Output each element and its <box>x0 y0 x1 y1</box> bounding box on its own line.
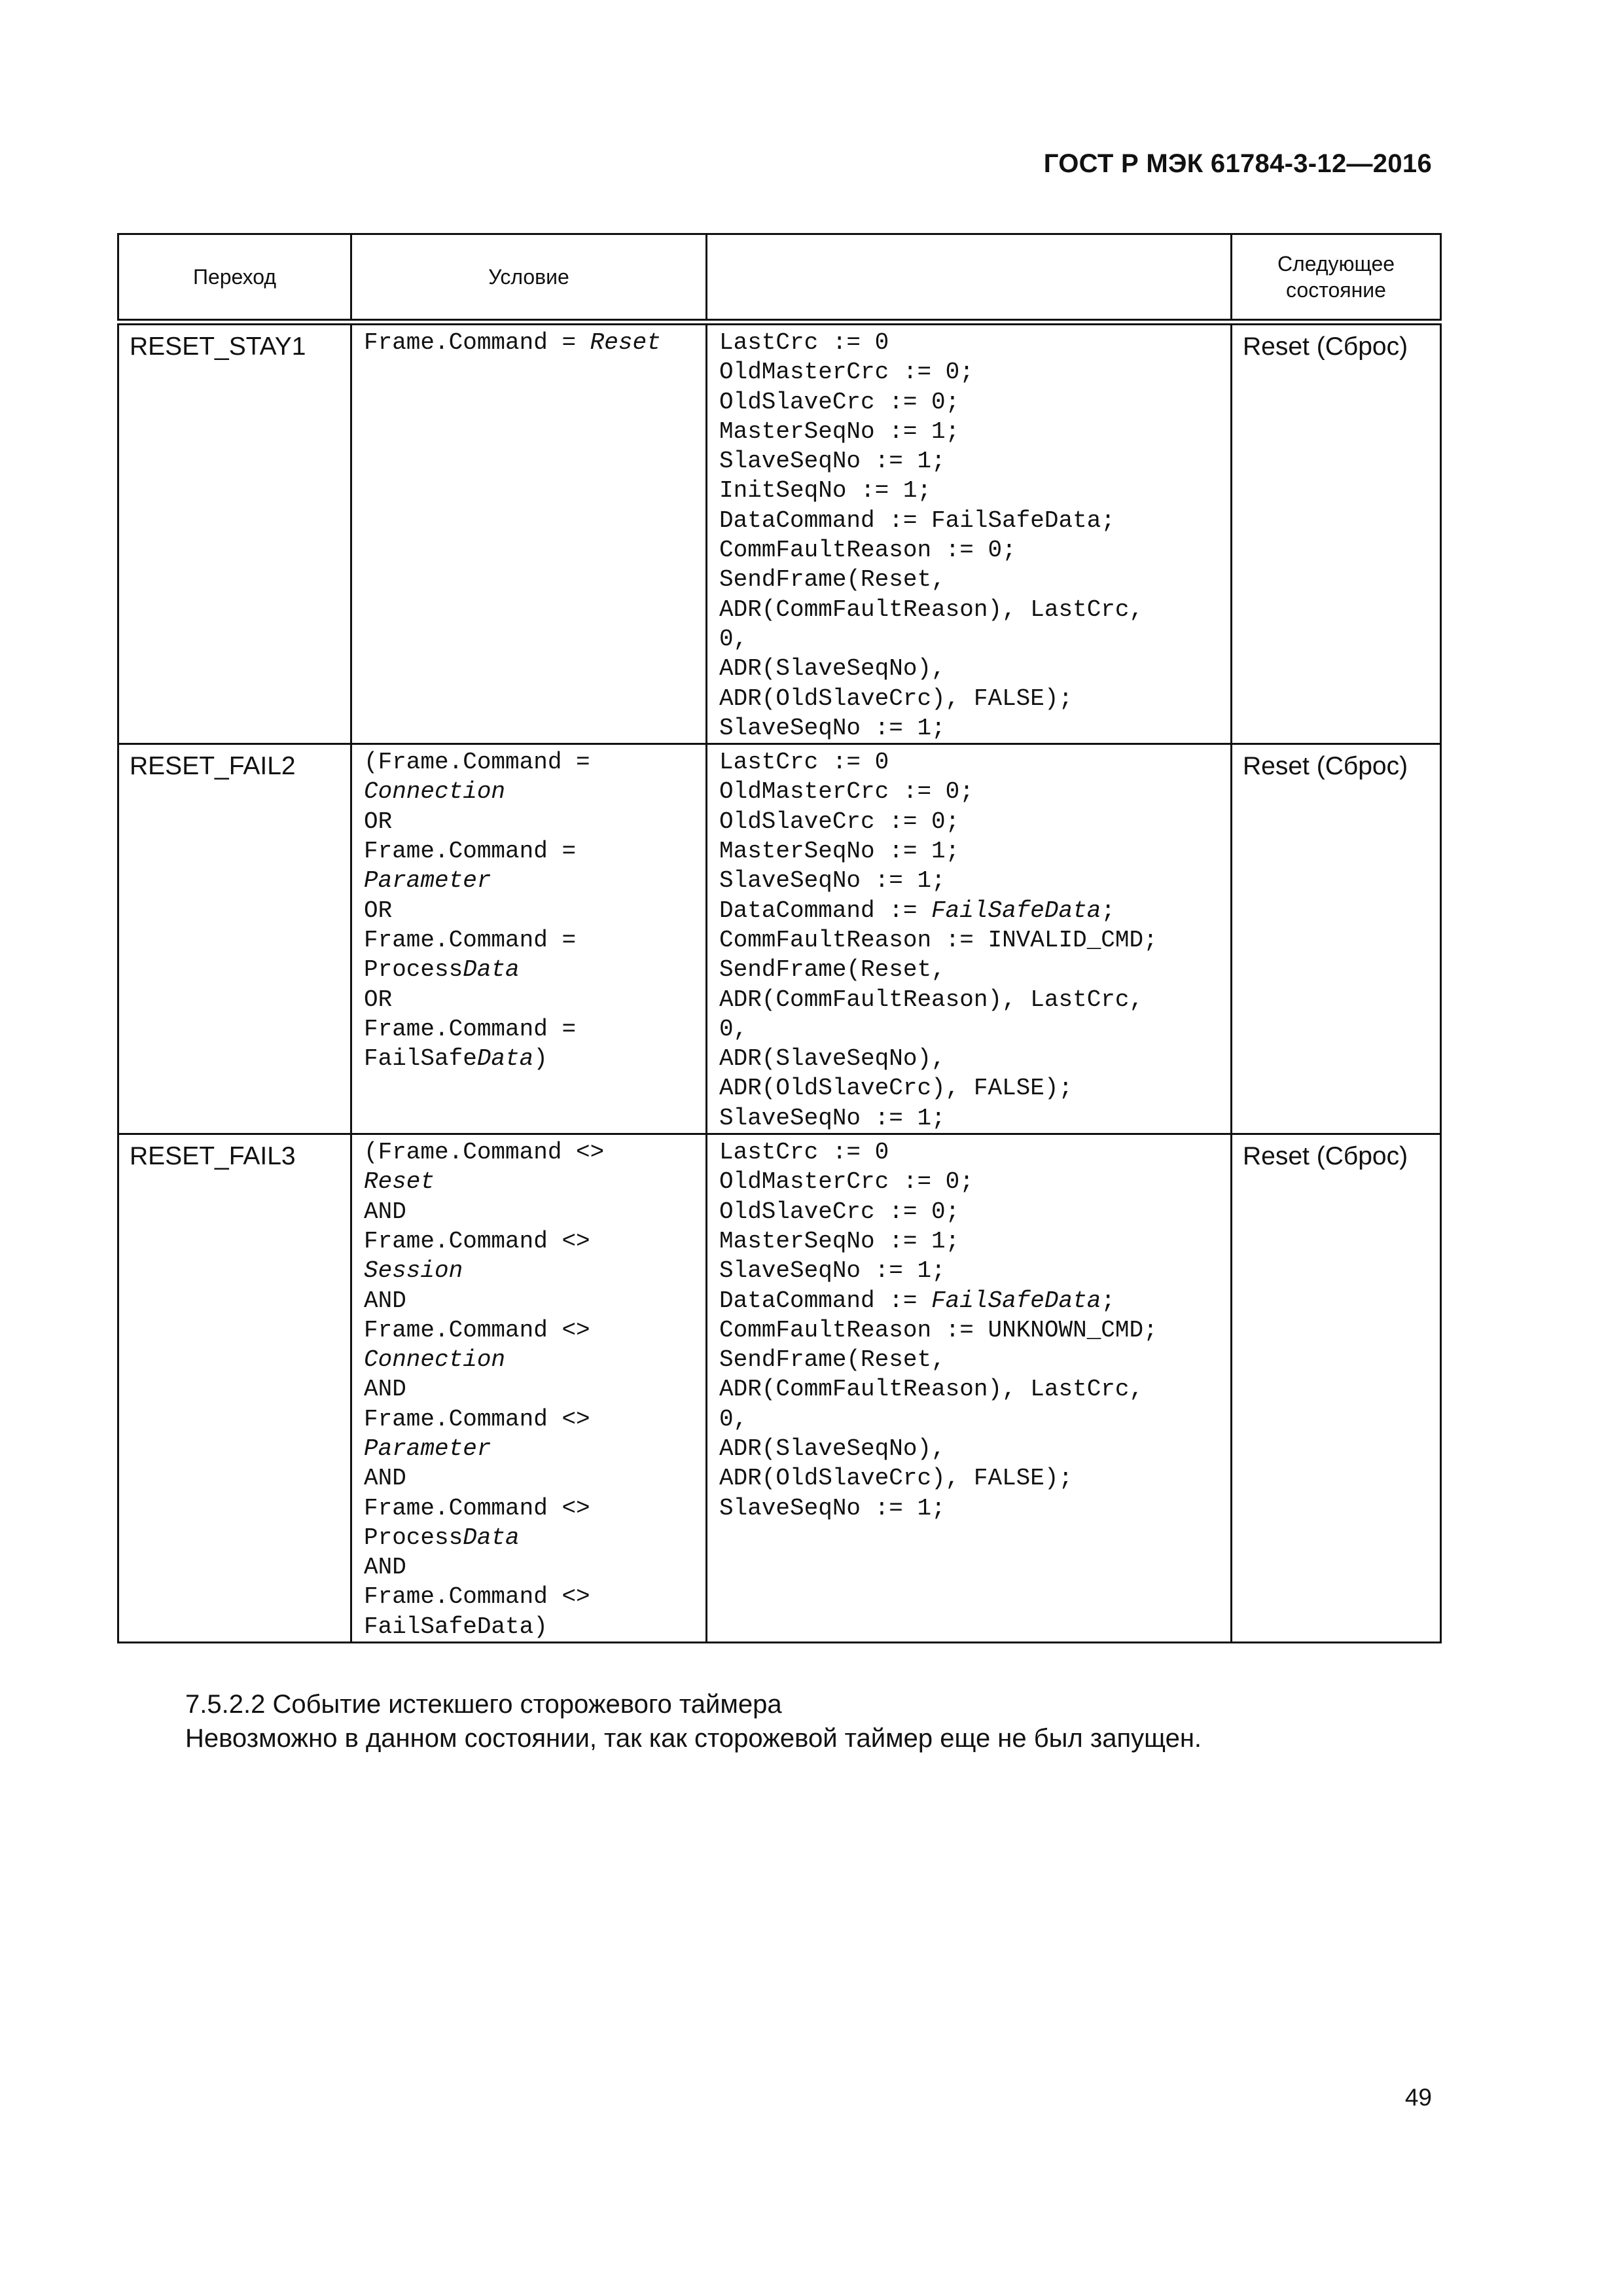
code-text: ; <box>1101 1287 1115 1314</box>
code-text: FailSafe <box>364 1045 477 1073</box>
code-text: ADR(SlaveSeqNo), <box>719 1045 946 1073</box>
code-italic-text: FailSafeData <box>931 897 1101 924</box>
code-text: ADR(SlaveSeqNo), <box>719 1435 946 1462</box>
next-state: Reset (Сброс) <box>1232 744 1441 1134</box>
code-text: ) <box>533 1045 548 1073</box>
code-line <box>719 1138 1230 1167</box>
code-line <box>364 866 705 895</box>
code-text: ADR(CommFaultReason), LastCrc, <box>719 986 1144 1013</box>
code-text: Frame.Command <> <box>364 1405 590 1433</box>
code-line <box>719 985 1230 1014</box>
code-text: ; <box>1101 897 1115 924</box>
code-line <box>719 387 1230 417</box>
section-7-5-2-2 <box>185 1687 1429 1755</box>
code-text: Frame.Command <> <box>364 1583 590 1611</box>
code-text: SendFrame(Reset, <box>719 956 946 984</box>
code-line <box>719 1073 1230 1103</box>
code-line <box>364 1345 705 1374</box>
table-row <box>118 322 1441 744</box>
code-line <box>719 1014 1230 1044</box>
code-line <box>364 1434 705 1463</box>
code-text: ADR(OldSlaveCrc), FALSE); <box>719 1075 1073 1102</box>
next-state: Reset (Сброс) <box>1232 322 1441 744</box>
header-condition: Условие <box>351 234 707 323</box>
code-italic-text: Reset <box>364 1168 435 1196</box>
code-text: Process <box>364 956 463 984</box>
page-number: 49 <box>1404 2084 1432 2111</box>
code-text: MasterSeqNo := 1; <box>719 418 960 445</box>
code-text: SlaveSeqNo := 1; <box>719 1257 946 1285</box>
code-text: CommFaultReason := UNKNOWN_CMD; <box>719 1316 1158 1344</box>
code-line <box>719 1405 1230 1434</box>
code-text: DataCommand := FailSafeData; <box>719 507 1115 534</box>
code-line <box>364 1463 705 1493</box>
transition-name: RESET_STAY1 <box>118 322 351 744</box>
code-text: LastCrc := 0 <box>719 1139 889 1166</box>
code-text: 0, <box>719 1405 748 1433</box>
section-body: Невозможно в данном состоянии, так как сторожевой таймер еще не был запущен. <box>185 1724 1202 1753</box>
code-line <box>719 595 1230 624</box>
code-line <box>719 1434 1230 1463</box>
transition-name: RESET_FAIL3 <box>118 1134 351 1643</box>
code-text: LastCrc := 0 <box>719 329 889 356</box>
code-text: 0, <box>719 625 748 653</box>
code-line <box>719 1044 1230 1073</box>
code-text: Frame.Command <> <box>364 1494 590 1522</box>
code-text: (Frame.Command = <box>364 749 590 776</box>
code-line <box>719 836 1230 866</box>
code-line <box>364 955 705 984</box>
code-line <box>719 866 1230 895</box>
code-line <box>719 684 1230 713</box>
code-italic-text: Connection <box>364 1346 506 1374</box>
code-text: OldMasterCrc := 0; <box>719 359 974 386</box>
code-text: SlaveSeqNo := 1; <box>719 448 946 475</box>
code-text: (Frame.Command <> <box>364 1139 605 1166</box>
code-text: SlaveSeqNo := 1; <box>719 714 946 742</box>
code-text: Frame.Command = <box>364 926 577 954</box>
code-line <box>719 1374 1230 1404</box>
code-line <box>719 506 1230 535</box>
code-line <box>364 925 705 955</box>
code-text: ADR(OldSlaveCrc), FALSE); <box>719 685 1073 712</box>
code-line <box>719 328 1230 357</box>
code-line <box>719 747 1230 777</box>
code-line <box>364 1374 705 1404</box>
code-line <box>719 1256 1230 1285</box>
code-line <box>719 624 1230 654</box>
code-line <box>364 1582 705 1611</box>
code-text: MasterSeqNo := 1; <box>719 1227 960 1255</box>
code-line <box>719 713 1230 743</box>
code-line <box>364 1167 705 1196</box>
code-line <box>364 1494 705 1523</box>
code-text: Frame.Command = <box>364 838 577 865</box>
code-text: OldSlaveCrc := 0; <box>719 1198 960 1225</box>
code-line <box>719 1463 1230 1493</box>
code-text: AND <box>364 1287 406 1314</box>
code-text: OR <box>364 808 393 835</box>
code-text: Frame.Command <> <box>364 1227 590 1255</box>
code-italic-text: Data <box>463 1524 520 1551</box>
code-line <box>719 565 1230 594</box>
code-line <box>364 1612 705 1641</box>
code-line <box>719 1286 1230 1316</box>
code-line <box>364 1405 705 1434</box>
code-text: SlaveSeqNo := 1; <box>719 867 946 895</box>
code-text: Frame.Command = <box>364 1015 577 1043</box>
code-line <box>719 417 1230 446</box>
code-text: InitSeqNo := 1; <box>719 477 932 505</box>
action-cell <box>707 1134 1232 1643</box>
transition-name: RESET_FAIL2 <box>118 744 351 1134</box>
code-line <box>719 476 1230 505</box>
code-text: SendFrame(Reset, <box>719 566 946 594</box>
code-italic-text: Parameter <box>364 867 491 895</box>
code-text: AND <box>364 1376 406 1403</box>
code-line <box>719 1227 1230 1256</box>
code-line <box>364 777 705 806</box>
code-line <box>719 896 1230 925</box>
code-text: AND <box>364 1465 406 1492</box>
code-text: SlaveSeqNo := 1; <box>719 1104 946 1132</box>
table-row <box>118 744 1441 1134</box>
code-line <box>719 1197 1230 1227</box>
code-line <box>719 1316 1230 1345</box>
code-italic-text: Data <box>463 956 520 984</box>
code-line <box>364 747 705 777</box>
code-text: CommFaultReason := INVALID_CMD; <box>719 926 1158 954</box>
code-text: OldSlaveCrc := 0; <box>719 388 960 416</box>
code-line <box>364 1286 705 1316</box>
code-line <box>364 1044 705 1073</box>
table-row <box>118 1134 1441 1643</box>
code-line <box>719 955 1230 984</box>
code-line <box>719 925 1230 955</box>
code-italic-text: Reset <box>590 329 661 356</box>
action-cell <box>707 322 1232 744</box>
condition-cell <box>351 744 707 1134</box>
header-transition: Переход <box>118 234 351 323</box>
transition-table <box>117 233 1442 1643</box>
code-text: ADR(CommFaultReason), LastCrc, <box>719 596 1144 623</box>
next-state: Reset (Сброс) <box>1232 1134 1441 1643</box>
code-text: ADR(CommFaultReason), LastCrc, <box>719 1376 1144 1403</box>
code-line <box>364 896 705 925</box>
code-line <box>364 1227 705 1256</box>
code-line <box>364 1138 705 1167</box>
code-line <box>364 1197 705 1227</box>
code-text: OR <box>364 986 393 1013</box>
code-text: ADR(OldSlaveCrc), FALSE); <box>719 1465 1073 1492</box>
code-italic-text: Connection <box>364 778 506 806</box>
code-line <box>364 1014 705 1044</box>
code-text: CommFaultReason := 0; <box>719 537 1016 564</box>
code-line <box>719 357 1230 387</box>
code-line <box>364 1552 705 1582</box>
condition-cell <box>351 1134 707 1643</box>
code-italic-text: FailSafeData <box>931 1287 1101 1314</box>
header-next-state: Следующее состояние <box>1232 234 1441 323</box>
code-text: OldSlaveCrc := 0; <box>719 808 960 835</box>
code-line <box>364 1523 705 1552</box>
table-body <box>118 322 1441 1643</box>
code-italic-text: Session <box>364 1257 463 1285</box>
code-line <box>364 1316 705 1345</box>
code-text: SendFrame(Reset, <box>719 1346 946 1374</box>
code-line <box>719 1345 1230 1374</box>
code-text: OR <box>364 897 393 924</box>
code-line <box>719 1494 1230 1523</box>
code-line <box>364 328 705 357</box>
code-italic-text: Parameter <box>364 1435 491 1462</box>
code-text: OldMasterCrc := 0; <box>719 1168 974 1196</box>
header-action <box>707 234 1232 323</box>
code-line <box>719 807 1230 836</box>
code-text: AND <box>364 1198 406 1225</box>
code-text: Frame.Command = <box>364 329 590 356</box>
code-text: Frame.Command <> <box>364 1316 590 1344</box>
code-line <box>719 1103 1230 1133</box>
code-line <box>364 807 705 836</box>
code-text: AND <box>364 1554 406 1581</box>
code-text: 0, <box>719 1015 748 1043</box>
code-text: Process <box>364 1524 463 1551</box>
code-text: LastCrc := 0 <box>719 749 889 776</box>
code-text: DataCommand := <box>719 897 932 924</box>
section-heading: 7.5.2.2 Событие истекшего сторожевого таймера <box>185 1690 782 1719</box>
code-line <box>719 535 1230 565</box>
action-cell <box>707 744 1232 1134</box>
condition-cell <box>351 322 707 744</box>
code-line <box>364 985 705 1014</box>
code-line <box>364 836 705 866</box>
table-header <box>118 234 1441 323</box>
code-text: FailSafeData) <box>364 1613 548 1640</box>
code-line <box>719 654 1230 683</box>
code-text: OldMasterCrc := 0; <box>719 778 974 806</box>
code-line <box>364 1256 705 1285</box>
code-text: DataCommand := <box>719 1287 932 1314</box>
code-text: ADR(SlaveSeqNo), <box>719 655 946 683</box>
code-line <box>719 446 1230 476</box>
code-italic-text: Data <box>476 1045 534 1073</box>
code-text: MasterSeqNo := 1; <box>719 838 960 865</box>
document-code: ГОСТ Р МЭК 61784-3-12—2016 <box>1043 149 1432 178</box>
code-line <box>719 1167 1230 1196</box>
code-line <box>719 777 1230 806</box>
code-text: SlaveSeqNo := 1; <box>719 1494 946 1522</box>
